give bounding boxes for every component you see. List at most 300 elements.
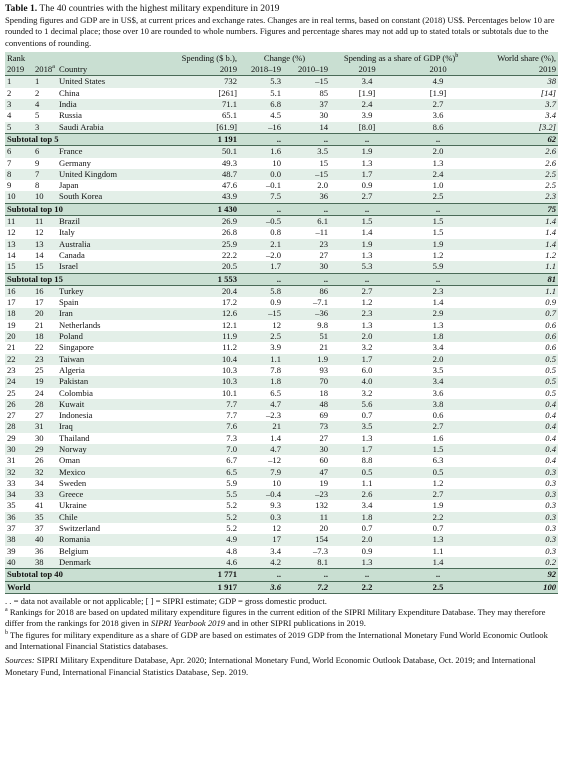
spending-cell: 1 191 [165, 133, 239, 145]
rank-2018-cell: 18 [33, 331, 57, 342]
rank-2018-cell: 13 [33, 239, 57, 250]
change-2010-19-cell: 3.5 [283, 146, 330, 158]
rank-2019-cell: 27 [5, 410, 33, 421]
gdp-share-2019-cell: 1.3 [330, 250, 404, 261]
change-2018-19-cell: 4.7 [239, 444, 283, 455]
world-share-cell: 0.6 [472, 320, 558, 331]
rank-2018-cell: 24 [33, 388, 57, 399]
gdp-share-2010-cell: 0.7 [404, 523, 472, 534]
table-row [5, 444, 558, 455]
rank-2019-cell: 32 [5, 467, 33, 478]
rank-2018-cell: 32 [33, 467, 57, 478]
change-2010-19-cell: 86 [283, 285, 330, 297]
world-share-cell: 1.1 [472, 261, 558, 273]
country-cell: United Kingdom [57, 169, 165, 180]
change-2010-19-cell: 27 [283, 250, 330, 261]
spending-cell: 7.0 [165, 444, 239, 455]
country-cell: Pakistan [57, 376, 165, 387]
world-share-cell: 92 [472, 569, 558, 581]
change-2010-19-cell: –7.1 [283, 297, 330, 308]
spending-cell: 17.2 [165, 297, 239, 308]
gdp-share-2010-cell: 5.9 [404, 261, 472, 273]
change-2010-19-cell: –23 [283, 489, 330, 500]
table-row [5, 76, 558, 88]
spending-cell: 10.3 [165, 376, 239, 387]
change-2018-19-cell: 4.5 [239, 110, 283, 121]
table-row [5, 297, 558, 308]
gdp-share-2010-cell: 2.9 [404, 308, 472, 319]
spending-cell: 11.9 [165, 331, 239, 342]
rank-2019-cell: 1 [5, 76, 33, 88]
gdp-share-2019-cell: [1.9] [330, 88, 404, 99]
change-2010-19-cell: 23 [283, 239, 330, 250]
change-2018-19-cell: 7.5 [239, 191, 283, 203]
table-row [5, 478, 558, 489]
rank-2019-cell: 13 [5, 239, 33, 250]
subtotal-row [5, 273, 558, 285]
change-2018-19-cell: .. [239, 569, 283, 581]
table-row [5, 158, 558, 169]
header-rank-2019: 2019 [5, 64, 33, 76]
gdp-share-2010-cell: 1.4 [404, 557, 472, 569]
change-2010-19-cell: 132 [283, 500, 330, 511]
spending-cell: 1 771 [165, 569, 239, 581]
gdp-share-2019-cell: 2.6 [330, 489, 404, 500]
world-share-cell: 0.3 [472, 523, 558, 534]
world-share-cell: 3.7 [472, 99, 558, 110]
change-2010-19-cell: 60 [283, 455, 330, 466]
world-share-cell: 3.4 [472, 110, 558, 121]
change-2010-19-cell: 15 [283, 158, 330, 169]
gdp-share-2019-cell: 4.0 [330, 376, 404, 387]
footnote-a-mark: a [5, 607, 8, 614]
table-row [5, 467, 558, 478]
change-2010-19-cell: 19 [283, 478, 330, 489]
change-2010-19-cell: 14 [283, 122, 330, 134]
rank-2019-cell: 20 [5, 331, 33, 342]
spending-cell: 6.7 [165, 455, 239, 466]
rank-2018-cell: 15 [33, 261, 57, 273]
rank-2019-cell: 24 [5, 376, 33, 387]
table-body [5, 76, 558, 593]
change-2018-19-cell: 12 [239, 523, 283, 534]
change-2010-19-cell: 30 [283, 110, 330, 121]
table-row [5, 455, 558, 466]
legend-note: . . = data not available or not applicable; [ ] = SIPRI estimate; GDP = gross domestic product. [5, 595, 327, 606]
gdp-share-2010-cell: 3.4 [404, 342, 472, 353]
spending-cell: 71.1 [165, 99, 239, 110]
world-share-cell: 2.6 [472, 146, 558, 158]
rank-2019-cell: 6 [5, 146, 33, 158]
spending-cell: 43.9 [165, 191, 239, 203]
change-2018-19-cell: –12 [239, 455, 283, 466]
gdp-share-2019-cell: 0.9 [330, 546, 404, 557]
gdp-share-2010-cell: 3.5 [404, 365, 472, 376]
change-2018-19-cell: 3.4 [239, 546, 283, 557]
table-row [5, 421, 558, 432]
gdp-share-2010-cell: 1.3 [404, 320, 472, 331]
table-row [5, 285, 558, 297]
country-cell: Singapore [57, 342, 165, 353]
change-2018-19-cell: 5.3 [239, 76, 283, 88]
gdp-share-2010-cell: 1.8 [404, 331, 472, 342]
country-cell: Brazil [57, 216, 165, 228]
gdp-share-2019-cell: 2.7 [330, 191, 404, 203]
gdp-share-2019-cell: 1.1 [330, 478, 404, 489]
rank-2018-cell: 16 [33, 285, 57, 297]
world-share-cell: 2.3 [472, 191, 558, 203]
country-cell: China [57, 88, 165, 99]
spending-cell: 10.3 [165, 365, 239, 376]
table-row [5, 388, 558, 399]
change-2018-19-cell: 17 [239, 534, 283, 545]
world-share-cell: 0.4 [472, 455, 558, 466]
footnote-b [5, 630, 558, 653]
table-row [5, 216, 558, 228]
change-2018-19-cell: 7.8 [239, 365, 283, 376]
table-row [5, 500, 558, 511]
change-2018-19-cell: 0.0 [239, 169, 283, 180]
table-row [5, 433, 558, 444]
rank-2018-cell: 33 [33, 489, 57, 500]
gdp-share-2019-cell: 2.3 [330, 308, 404, 319]
country-cell: Denmark [57, 557, 165, 569]
gdp-share-2010-cell: 1.2 [404, 250, 472, 261]
gdp-share-2019-cell: 8.8 [330, 455, 404, 466]
footnote-a-text-2: and in other SIPRI publications in 2019. [225, 618, 366, 629]
rank-2019-cell: 39 [5, 546, 33, 557]
world-share-cell: 0.6 [472, 342, 558, 353]
country-cell: Poland [57, 331, 165, 342]
world-share-cell: [3.2] [472, 122, 558, 134]
world-share-cell: 0.3 [472, 512, 558, 523]
gdp-share-2010-cell: 4.9 [404, 76, 472, 88]
table-row [5, 534, 558, 545]
rank-2019-cell: 14 [5, 250, 33, 261]
table-row [5, 546, 558, 557]
gdp-share-2019-cell: 1.2 [330, 297, 404, 308]
header-spending: Spending ($ b.), [165, 52, 239, 64]
gdp-share-2019-cell: 1.5 [330, 216, 404, 228]
rank-2018-cell: 36 [33, 546, 57, 557]
rank-2018-cell: 11 [33, 216, 57, 228]
world-share-cell: 0.5 [472, 376, 558, 387]
header-world-share-2019: 2019 [472, 64, 558, 76]
expenditure-table [5, 52, 558, 594]
change-2018-19-cell: 3.9 [239, 342, 283, 353]
spending-cell: 7.7 [165, 399, 239, 410]
world-share-cell: 62 [472, 133, 558, 145]
gdp-share-2019-cell: 5.3 [330, 261, 404, 273]
gdp-share-2010-cell: 2.7 [404, 489, 472, 500]
gdp-share-2019-cell: 2.0 [330, 331, 404, 342]
country-cell: Belgium [57, 546, 165, 557]
header-rank: Rank [5, 52, 165, 64]
gdp-share-2010-cell: 0.6 [404, 410, 472, 421]
spending-cell: 5.9 [165, 478, 239, 489]
spending-cell: 49.3 [165, 158, 239, 169]
world-share-cell: 0.5 [472, 365, 558, 376]
rank-2019-cell: 25 [5, 388, 33, 399]
spending-cell: 26.9 [165, 216, 239, 228]
change-2010-19-cell: 2.0 [283, 180, 330, 191]
footnote-a-text-1: Rankings for 2018 are based on updated military expenditure figures in the current edition of the SIPRI Military Expenditure Database. They may therefore differ from the rankings for 2018 given in [5, 607, 546, 629]
gdp-share-2019-cell: 2.2 [330, 581, 404, 593]
table-row [5, 88, 558, 99]
change-2010-19-cell: 30 [283, 444, 330, 455]
table-row [5, 365, 558, 376]
change-2018-19-cell: 12 [239, 320, 283, 331]
country-cell: Spain [57, 297, 165, 308]
gdp-share-2010-cell: 2.7 [404, 421, 472, 432]
gdp-share-2010-cell: 0.5 [404, 467, 472, 478]
rank-2018-cell: 25 [33, 365, 57, 376]
table-title-text: The 40 countries with the highest military expenditure in 2019 [39, 3, 280, 14]
gdp-share-2010-cell: 1.2 [404, 478, 472, 489]
header-change: Change (%) [239, 52, 330, 64]
table-row [5, 169, 558, 180]
spending-cell: 1 430 [165, 203, 239, 215]
rank-2018-cell: 31 [33, 421, 57, 432]
header-change-2010-19: 2010–19 [283, 64, 330, 76]
world-share-cell: 0.3 [472, 489, 558, 500]
rank-2019-cell: 35 [5, 500, 33, 511]
table-row [5, 512, 558, 523]
table-row [5, 308, 558, 319]
country-cell: Germany [57, 158, 165, 169]
table-row [5, 523, 558, 534]
country-cell: Chile [57, 512, 165, 523]
gdp-share-2019-cell: .. [330, 569, 404, 581]
rank-2018-cell: 21 [33, 320, 57, 331]
gdp-share-2010-cell: 2.0 [404, 146, 472, 158]
country-cell: Indonesia [57, 410, 165, 421]
table-row [5, 331, 558, 342]
gdp-share-2019-cell: 3.4 [330, 76, 404, 88]
footnote-b-marker: b [455, 53, 459, 60]
gdp-share-2019-cell: 0.7 [330, 410, 404, 421]
gdp-share-2010-cell: 1.1 [404, 546, 472, 557]
spending-cell: 7.7 [165, 410, 239, 421]
spending-cell: 50.1 [165, 146, 239, 158]
rank-2018-cell: 40 [33, 534, 57, 545]
world-share-cell: 1.4 [472, 239, 558, 250]
rank-2019-cell: 40 [5, 557, 33, 569]
country-cell: Greece [57, 489, 165, 500]
gdp-share-2019-cell: 2.0 [330, 534, 404, 545]
change-2010-19-cell: 69 [283, 410, 330, 421]
country-cell: Ukraine [57, 500, 165, 511]
sources-label: Sources: [5, 655, 35, 666]
header-share-gdp [330, 52, 472, 64]
change-2018-19-cell: 3.6 [239, 581, 283, 593]
world-share-cell: 38 [472, 76, 558, 88]
change-2018-19-cell: –2.0 [239, 250, 283, 261]
rank-2018-cell: 7 [33, 169, 57, 180]
country-cell: Saudi Arabia [57, 122, 165, 134]
country-cell: Thailand [57, 433, 165, 444]
footnote-a-marker: a [52, 64, 55, 71]
row-label-cell: Subtotal top 10 [5, 203, 165, 215]
world-share-cell: 0.6 [472, 331, 558, 342]
gdp-share-2019-cell: 0.5 [330, 467, 404, 478]
rank-2019-cell: 31 [5, 455, 33, 466]
table-header [5, 52, 558, 76]
gdp-share-2010-cell: 1.6 [404, 433, 472, 444]
gdp-share-2019-cell: .. [330, 133, 404, 145]
rank-2019-cell: 37 [5, 523, 33, 534]
rank-2018-cell: 14 [33, 250, 57, 261]
spending-cell: 48.7 [165, 169, 239, 180]
gdp-share-2010-cell: 2.2 [404, 512, 472, 523]
change-2010-19-cell: 20 [283, 523, 330, 534]
world-share-cell: 0.2 [472, 557, 558, 569]
change-2018-19-cell: 1.6 [239, 146, 283, 158]
rank-2019-cell: 16 [5, 285, 33, 297]
rank-2018-cell: 26 [33, 455, 57, 466]
sources-text: SIPRI Military Expenditure Database, Apr. 2020; International Monetary Fund, World Economic Outlook Database, Oct. 2019; and International Monetary Fund, International Financial Statistics Database, Sep. 2019. [5, 655, 536, 677]
change-2010-19-cell: .. [283, 203, 330, 215]
change-2018-19-cell: 21 [239, 421, 283, 432]
world-share-cell: 0.3 [472, 546, 558, 557]
rank-2018-cell: 27 [33, 410, 57, 421]
rank-2019-cell: 28 [5, 421, 33, 432]
gdp-share-2019-cell: 3.4 [330, 500, 404, 511]
footnote-a [5, 607, 558, 630]
change-2018-19-cell: 1.7 [239, 261, 283, 273]
rank-2019-cell: 36 [5, 512, 33, 523]
footnote-b-text: The figures for military expenditure as a share of GDP are based on estimates of 2019 GDP from the International Monetary Fund World Economic Outlook and International Financial Statistics databases. [5, 629, 548, 652]
header-gdp-2010: 2010 [404, 64, 472, 76]
spending-cell: 6.5 [165, 467, 239, 478]
change-2010-19-cell: 6.1 [283, 216, 330, 228]
gdp-share-2010-cell: 2.7 [404, 99, 472, 110]
header-change-2018-19: 2018–19 [239, 64, 283, 76]
table-row [5, 191, 558, 203]
gdp-share-2010-cell: 3.6 [404, 110, 472, 121]
rank-2019-cell: 21 [5, 342, 33, 353]
world-share-cell: 0.3 [472, 534, 558, 545]
change-2010-19-cell: 51 [283, 331, 330, 342]
spending-cell: 5.2 [165, 512, 239, 523]
world-share-cell: 0.4 [472, 399, 558, 410]
change-2010-19-cell: –7.3 [283, 546, 330, 557]
country-cell: Romania [57, 534, 165, 545]
gdp-share-2010-cell: 2.5 [404, 191, 472, 203]
change-2010-19-cell: 30 [283, 261, 330, 273]
row-label-cell: Subtotal top 40 [5, 569, 165, 581]
gdp-share-2019-cell: 1.3 [330, 433, 404, 444]
world-share-cell: 0.3 [472, 467, 558, 478]
change-2010-19-cell: 9.8 [283, 320, 330, 331]
world-share-cell: 0.7 [472, 308, 558, 319]
country-cell: Sweden [57, 478, 165, 489]
change-2010-19-cell: 18 [283, 388, 330, 399]
world-share-cell: 1.4 [472, 227, 558, 238]
change-2018-19-cell: –0.5 [239, 216, 283, 228]
table-row [5, 489, 558, 500]
rank-2018-cell: 34 [33, 478, 57, 489]
rank-2019-cell: 30 [5, 444, 33, 455]
rank-2018-cell: 20 [33, 308, 57, 319]
change-2018-19-cell: 0.3 [239, 512, 283, 523]
change-2018-19-cell: .. [239, 203, 283, 215]
spending-cell: 7.6 [165, 421, 239, 432]
world-share-cell: 0.4 [472, 410, 558, 421]
world-share-cell: 0.3 [472, 500, 558, 511]
header-world-share: World share (%), [472, 52, 558, 64]
table-row [5, 410, 558, 421]
change-2010-19-cell: 27 [283, 433, 330, 444]
spending-cell: 26.8 [165, 227, 239, 238]
subtotal-row [5, 133, 558, 145]
country-cell: Russia [57, 110, 165, 121]
country-cell: Japan [57, 180, 165, 191]
change-2010-19-cell: .. [283, 569, 330, 581]
spending-cell: 5.2 [165, 523, 239, 534]
footnote-a-publication: SIPRI Yearbook 2019 [150, 618, 226, 629]
spending-cell: 5.5 [165, 489, 239, 500]
change-2018-19-cell: –2.3 [239, 410, 283, 421]
change-2010-19-cell: 7.2 [283, 581, 330, 593]
gdp-share-2019-cell: [8.0] [330, 122, 404, 134]
table-row [5, 110, 558, 121]
gdp-share-2019-cell: 1.7 [330, 354, 404, 365]
sources-note [5, 655, 558, 678]
country-cell: South Korea [57, 191, 165, 203]
spending-cell: 1 553 [165, 273, 239, 285]
gdp-share-2019-cell: 5.6 [330, 399, 404, 410]
gdp-share-2019-cell: 0.7 [330, 523, 404, 534]
change-2010-19-cell: 70 [283, 376, 330, 387]
rank-2019-cell: 2 [5, 88, 33, 99]
change-2018-19-cell: –0.4 [239, 489, 283, 500]
gdp-share-2019-cell: 1.3 [330, 158, 404, 169]
table-title [5, 3, 558, 15]
spending-cell: 47.6 [165, 180, 239, 191]
spending-cell: 4.9 [165, 534, 239, 545]
table-row [5, 342, 558, 353]
table-row [5, 250, 558, 261]
gdp-share-2010-cell: .. [404, 273, 472, 285]
gdp-share-2010-cell: 1.0 [404, 180, 472, 191]
change-2018-19-cell: 6.5 [239, 388, 283, 399]
table-row [5, 239, 558, 250]
gdp-share-2010-cell: .. [404, 569, 472, 581]
table-footnotes [5, 596, 558, 678]
table-row [5, 557, 558, 569]
rank-2019-cell: 3 [5, 99, 33, 110]
gdp-share-2019-cell: 3.5 [330, 421, 404, 432]
rank-2019-cell: 23 [5, 365, 33, 376]
spending-cell: 4.8 [165, 546, 239, 557]
world-share-cell: 75 [472, 203, 558, 215]
spending-cell: 65.1 [165, 110, 239, 121]
change-2018-19-cell: 4.2 [239, 557, 283, 569]
change-2010-19-cell: 85 [283, 88, 330, 99]
table-row [5, 261, 558, 273]
world-share-cell: [14] [472, 88, 558, 99]
change-2018-19-cell: 0.8 [239, 227, 283, 238]
rank-2018-cell: 12 [33, 227, 57, 238]
change-2010-19-cell: .. [283, 133, 330, 145]
change-2018-19-cell: 5.1 [239, 88, 283, 99]
header-rank-2018 [33, 64, 57, 76]
gdp-share-2010-cell: 1.5 [404, 444, 472, 455]
change-2010-19-cell: 154 [283, 534, 330, 545]
rank-2019-cell: 5 [5, 122, 33, 134]
gdp-share-2019-cell: 3.9 [330, 110, 404, 121]
